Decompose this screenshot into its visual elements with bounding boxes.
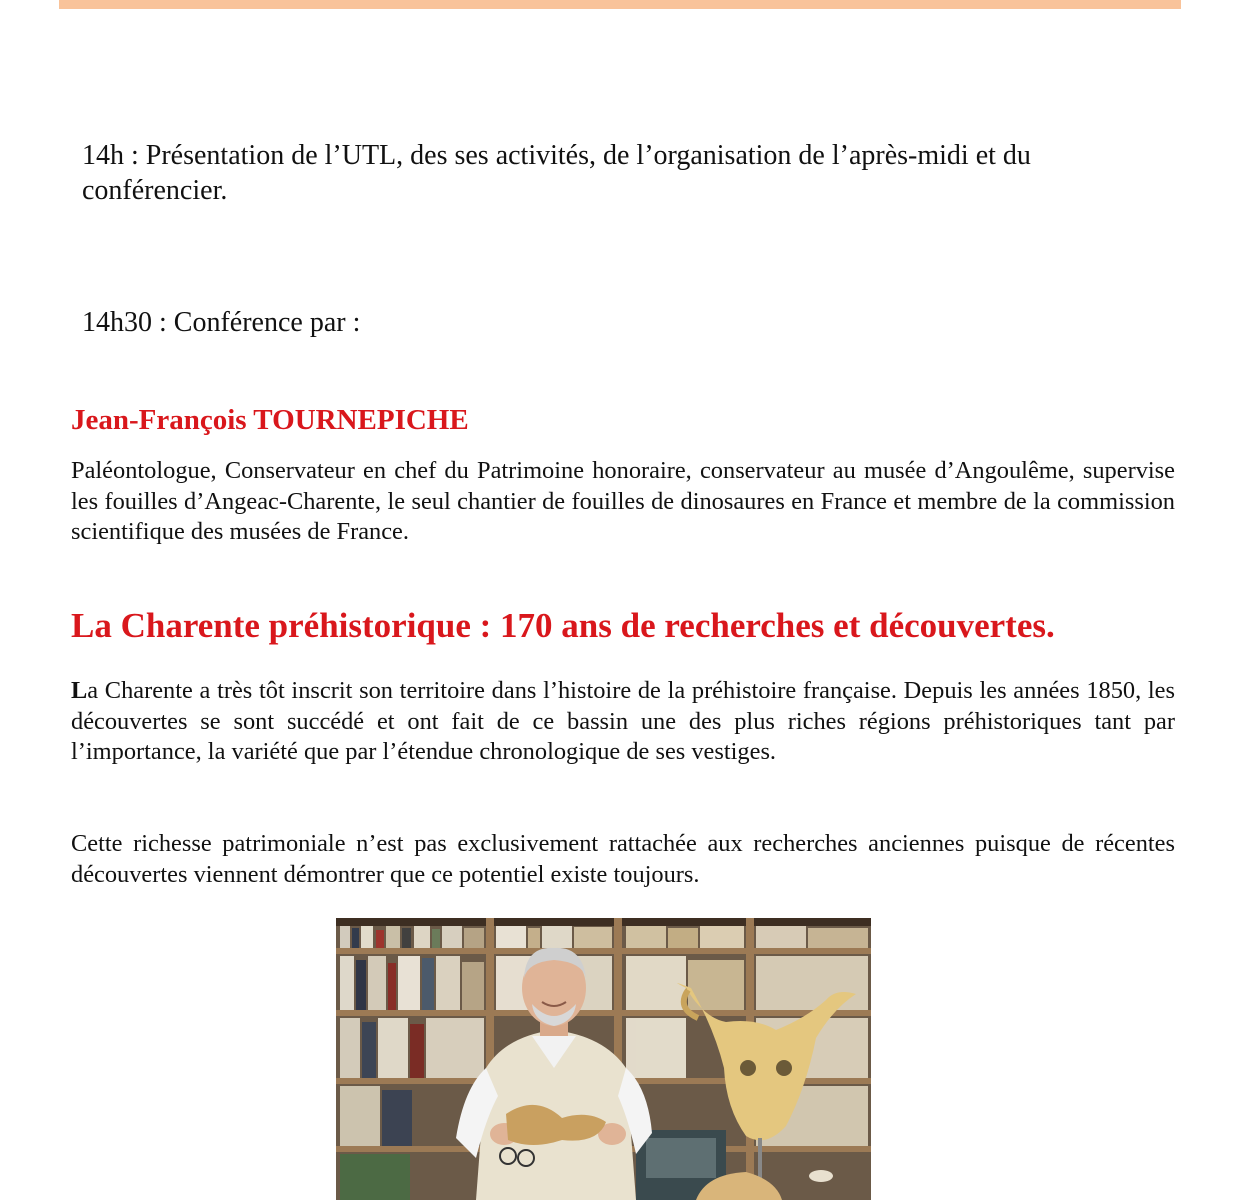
agenda-item-conference: 14h30 : Conférence par : [82, 307, 361, 338]
initial-letter: L [71, 677, 88, 704]
agenda-item-presentation: 14h : Présentation de l’UTL, des ses activités, de l’organisation de l’après-midi et du conférencier. [82, 140, 1031, 206]
speaker-bio: Paléontologue, Conservateur en chef du Patrimoine honoraire, conservateur au musée d’Angoulême, supervise les fouilles d’Angeac-Charente, le seul chantier de fouilles de dinosaures en France et membre de la commission scientifique des musées de France. [71, 457, 1175, 545]
talk-paragraph-intro-text: a Charente a très tôt inscrit son territoire dans l’histoire de la préhistoire française. Depuis les années 1850, les découvertes se sont succédé et ont fait de ce bassin une des plus riches régions préhistoriques tant par l’importance, la variété que par l’étendue chronologique de ses vestiges. [71, 677, 1175, 765]
talk-paragraph-heritage: Cette richesse patrimoniale n’est pas exclusivement rattachée aux recherches anciennes puisque de récentes découvertes viennent démontrer que ce potentiel existe toujours. [71, 830, 1175, 888]
talk-paragraph-intro [71, 676, 1175, 768]
talk-title: La Charente préhistorique : 170 ans de recherches et découvertes. [71, 606, 1055, 645]
speaker-photo [336, 918, 871, 1200]
top-accent-bar [59, 0, 1181, 9]
speaker-name: Jean-François TOURNEPICHE [71, 404, 469, 436]
